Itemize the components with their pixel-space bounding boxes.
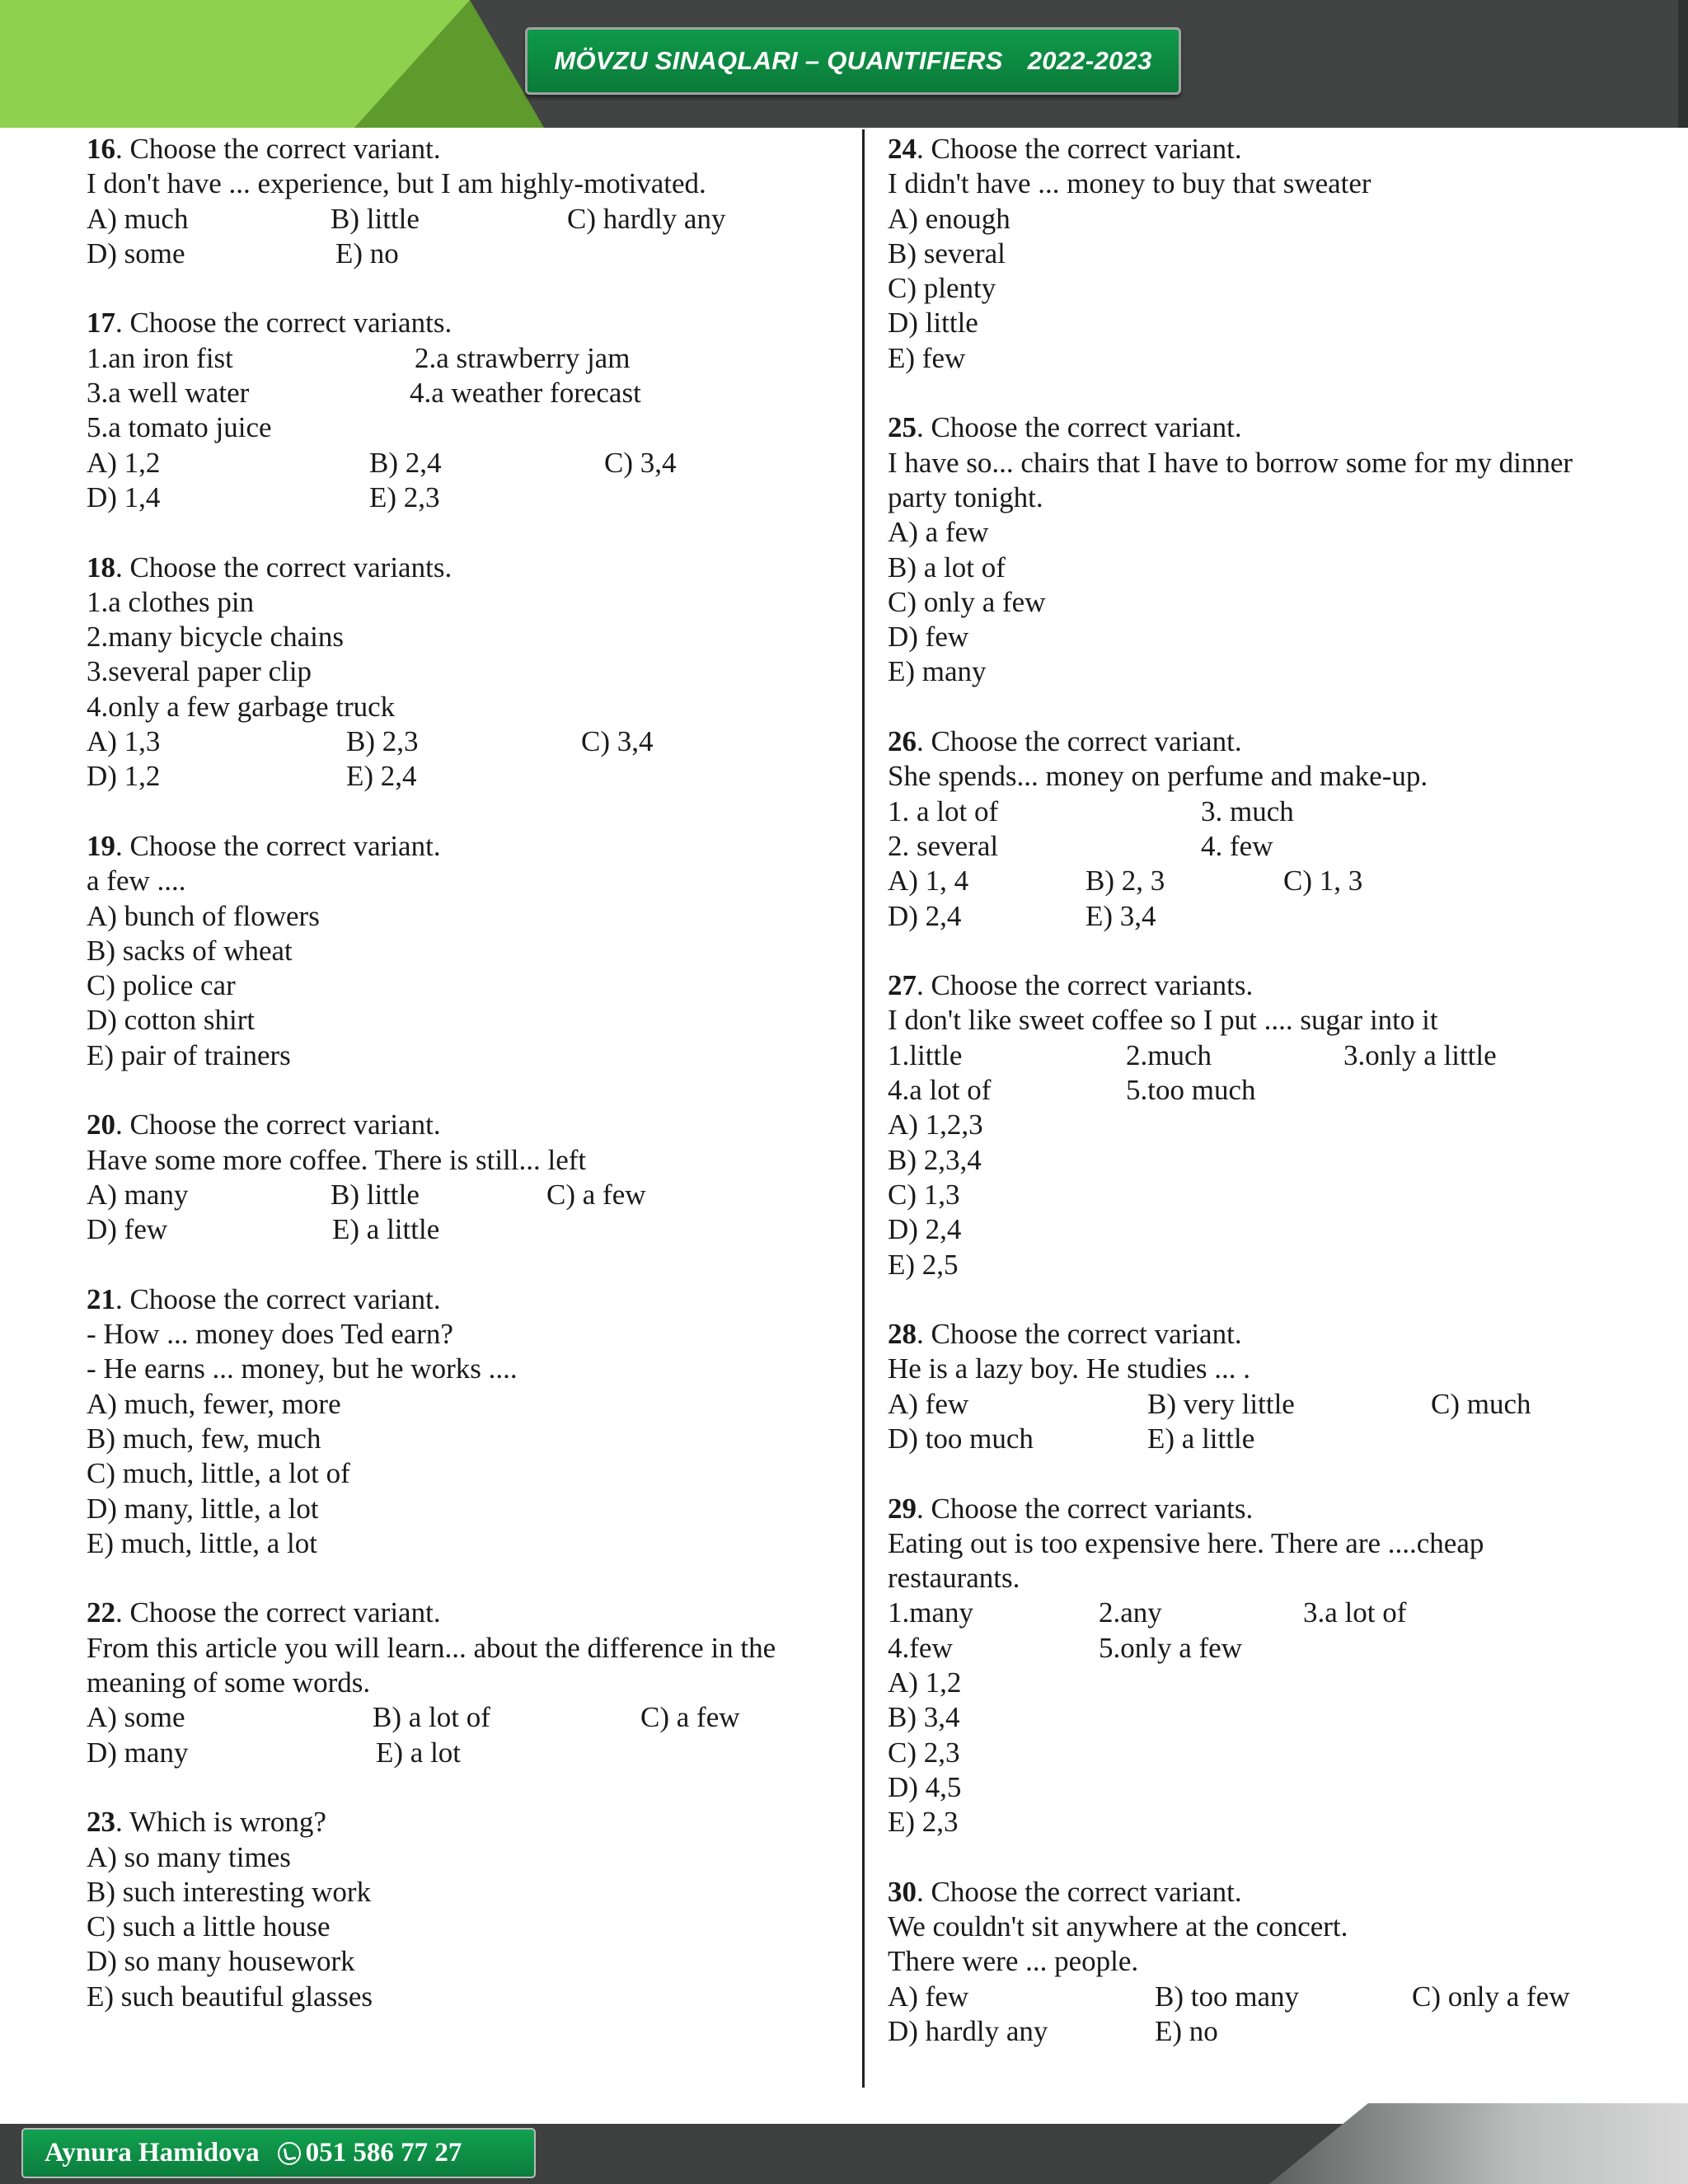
- question-24: [888, 132, 1642, 376]
- right-column: [888, 132, 1642, 2084]
- question-prompt: . Choose the correct variant.: [917, 1318, 1242, 1351]
- option-b: B) 2,4: [369, 446, 442, 479]
- question-number: 23: [87, 1806, 115, 1839]
- option-e: E) 3,4: [1085, 899, 1156, 932]
- item-5: 5.only a few: [1099, 1631, 1242, 1664]
- item-2: 2.much: [1126, 1038, 1212, 1071]
- question-20: [87, 1108, 845, 1247]
- option-d: D) some: [87, 237, 185, 269]
- question-prompt: . Choose the correct variant.: [917, 1875, 1242, 1908]
- author-badge: [21, 2128, 536, 2178]
- question-21: [87, 1282, 845, 1561]
- option-b: B) very little: [1147, 1387, 1295, 1420]
- question-text: He is a lazy boy. He studies ... .: [888, 1352, 1250, 1385]
- option-b: B) such interesting work: [87, 1875, 372, 1908]
- question-number: 20: [87, 1108, 115, 1141]
- question-prompt: . Choose the correct variant.: [115, 1282, 441, 1315]
- item-2: 2.any: [1099, 1596, 1162, 1629]
- question-number: 30: [888, 1875, 917, 1908]
- question-prompt: . Choose the correct variant.: [917, 411, 1242, 444]
- question-text: I didn't have ... money to buy that sweater: [888, 167, 1372, 200]
- option-b: B) little: [331, 1178, 420, 1211]
- question-prompt: . Choose the correct variants.: [917, 969, 1254, 1002]
- item-1: 1.an iron fist: [87, 341, 233, 374]
- question-23: [87, 1805, 845, 2014]
- option-d: D) few: [888, 621, 969, 654]
- option-a: A) 1,2: [87, 446, 161, 479]
- question-28: [888, 1317, 1642, 1456]
- option-b: B) a lot of: [373, 1701, 490, 1734]
- item-1: 1.many: [888, 1596, 974, 1629]
- option-a: A) few: [888, 1980, 969, 2013]
- item-2: 2.a strawberry jam: [415, 341, 631, 374]
- dialogue-line-1: - How ... money does Ted earn?: [87, 1318, 453, 1351]
- option-a: A) 1,3: [87, 725, 161, 758]
- option-e: E) 2,3: [369, 480, 440, 513]
- item-4: 4.only a few garbage truck: [87, 690, 396, 723]
- option-e: E) a lot: [376, 1736, 462, 1769]
- question-27: [888, 968, 1642, 1282]
- option-e: E) no: [1155, 2015, 1218, 2048]
- option-b: B) much, few, much: [87, 1422, 321, 1455]
- option-a: A) many: [87, 1178, 189, 1211]
- option-a: A) bunch of flowers: [87, 899, 320, 932]
- option-c: C) a few: [640, 1701, 740, 1734]
- option-c: C) police car: [87, 969, 236, 1002]
- option-e: E) a little: [1147, 1422, 1255, 1455]
- question-30: [888, 1875, 1642, 2049]
- question-prompt: . Choose the correct variant.: [115, 1596, 441, 1629]
- question-prompt: . Choose the correct variants.: [115, 551, 452, 583]
- question-25: [888, 410, 1642, 689]
- option-d: D) 2,4: [888, 899, 962, 932]
- item-5: 5.a tomato juice: [87, 411, 272, 444]
- item-1: 1. a lot of: [888, 794, 999, 827]
- option-e: E) many: [888, 655, 987, 688]
- option-c: C) only a few: [1412, 1980, 1570, 2013]
- page-year: 2022-2023: [1027, 46, 1152, 75]
- option-b: B) 3,4: [888, 1701, 960, 1734]
- item-4: 4.a weather forecast: [410, 377, 641, 410]
- footer-decoration: [1269, 2103, 1688, 2184]
- option-c: C) a few: [546, 1178, 646, 1211]
- question-prompt: . Choose the correct variant.: [115, 829, 441, 862]
- item-3: 3.a well water: [87, 377, 250, 410]
- option-b: B) 2,3,4: [888, 1143, 982, 1176]
- option-d: D) many, little, a lot: [87, 1492, 319, 1525]
- option-e: E) such beautiful glasses: [87, 1980, 373, 2013]
- question-prompt: . Choose the correct variant.: [917, 133, 1242, 165]
- question-18: [87, 551, 845, 794]
- option-d: D) many: [87, 1736, 189, 1769]
- option-d: D) 4,5: [888, 1770, 962, 1803]
- option-b: B) a lot of: [888, 551, 1006, 583]
- item-3: 3.several paper clip: [87, 655, 312, 688]
- option-e: E) 2,5: [888, 1248, 959, 1281]
- option-d: D) cotton shirt: [87, 1004, 256, 1037]
- question-text-line-1: We couldn't sit anywhere at the concert.: [888, 1910, 1348, 1943]
- question-text: Eating out is too expensive here. There are ....cheap restaurants.: [888, 1526, 1484, 1595]
- option-c: C) 2,3: [888, 1736, 960, 1769]
- option-e: E) 2,4: [346, 760, 417, 793]
- question-number: 27: [888, 969, 917, 1002]
- option-a: A) a few: [888, 516, 989, 549]
- question-text: I don't have ... experience, but I am highly-motivated.: [87, 167, 706, 200]
- item-1: 1.little: [888, 1038, 963, 1071]
- option-c: C) plenty: [888, 272, 996, 305]
- option-b: B) several: [888, 237, 1006, 269]
- page-title-badge: [525, 27, 1181, 95]
- dialogue-line-2: - He earns ... money, but he works ....: [87, 1352, 518, 1385]
- option-a: A) 1,2,3: [888, 1108, 983, 1141]
- question-prompt: . Which is wrong?: [115, 1806, 326, 1839]
- question-22: [87, 1596, 845, 1769]
- option-e: E) much, little, a lot: [87, 1526, 317, 1559]
- question-17: [87, 306, 845, 515]
- option-b: B) too many: [1155, 1980, 1299, 2013]
- item-3: 3.only a little: [1343, 1038, 1497, 1071]
- column-divider: [862, 129, 865, 2088]
- author-phone: 051 586 77 27: [305, 2138, 462, 2168]
- question-number: 22: [87, 1596, 115, 1629]
- question-16: [87, 132, 845, 271]
- question-number: 25: [888, 411, 917, 444]
- option-d: D) 1,4: [87, 480, 161, 513]
- page-title: MÖVZU SINAQLARI – QUANTIFIERS: [554, 46, 1003, 75]
- question-number: 29: [888, 1492, 917, 1525]
- option-c: C) 3,4: [581, 725, 654, 758]
- question-number: 21: [87, 1282, 115, 1315]
- option-e: E) pair of trainers: [87, 1038, 291, 1071]
- question-prompt: . Choose the correct variant.: [115, 133, 441, 165]
- option-e: E) few: [888, 341, 966, 374]
- option-d: D) little: [888, 307, 978, 340]
- question-26: [888, 724, 1642, 934]
- option-d: D) 2,4: [888, 1213, 962, 1246]
- option-b: B) sacks of wheat: [87, 934, 293, 967]
- option-d: D) hardly any: [888, 2015, 1048, 2048]
- option-d: D) too much: [888, 1422, 1034, 1455]
- option-c: C) only a few: [888, 585, 1046, 618]
- question-number: 24: [888, 133, 917, 165]
- header-edge-strip: [1678, 0, 1688, 128]
- item-4: 4.a lot of: [888, 1074, 992, 1107]
- option-c: C) hardly any: [567, 202, 726, 235]
- option-d: D) 1,2: [87, 760, 161, 793]
- question-text: I have so... chairs that I have to borrow some for my dinner party tonight.: [888, 446, 1573, 513]
- option-c: C) much: [1431, 1387, 1531, 1420]
- question-number: 19: [87, 829, 115, 862]
- question-text-line-2: There were ... people.: [888, 1945, 1139, 1978]
- question-text: I don't like sweet coffee so I put .... sugar into it: [888, 1004, 1438, 1037]
- option-a: A) some: [87, 1701, 185, 1734]
- question-prompt: . Choose the correct variants.: [917, 1492, 1254, 1525]
- left-column: [87, 132, 845, 2049]
- question-number: 26: [888, 725, 917, 758]
- item-3: 3. much: [1201, 794, 1294, 827]
- question-29: [888, 1492, 1642, 1840]
- option-c: C) 1, 3: [1283, 865, 1363, 898]
- option-b: B) 2,3: [346, 725, 419, 758]
- option-c: C) much, little, a lot of: [87, 1457, 350, 1490]
- option-a: A) few: [888, 1387, 969, 1420]
- item-4: 4.few: [888, 1631, 953, 1664]
- item-5: 5.too much: [1126, 1074, 1256, 1107]
- option-a: A) enough: [888, 202, 1010, 235]
- option-b: B) little: [331, 202, 420, 235]
- whatsapp-phone-icon: [278, 2142, 301, 2165]
- option-c: C) such a little house: [87, 1910, 331, 1943]
- question-19: [87, 829, 845, 1073]
- question-prompt: . Choose the correct variants.: [115, 307, 452, 340]
- question-number: 17: [87, 307, 115, 340]
- question-number: 18: [87, 551, 115, 583]
- option-a: A) much, fewer, more: [87, 1387, 341, 1420]
- option-d: D) few: [87, 1213, 168, 1246]
- option-e: E) a little: [332, 1213, 440, 1246]
- author-name: Aynura Hamidova: [45, 2138, 260, 2168]
- option-a: A) much: [87, 202, 189, 235]
- question-text: Have some more coffee. There is still... left: [87, 1143, 587, 1176]
- item-1: 1.a clothes pin: [87, 585, 255, 618]
- option-e: E) no: [335, 237, 399, 269]
- option-a: A) 1,2: [888, 1666, 962, 1699]
- option-e: E) 2,3: [888, 1806, 959, 1839]
- option-c: C) 1,3: [888, 1178, 960, 1211]
- item-2: 2.many bicycle chains: [87, 621, 344, 654]
- item-4: 4. few: [1201, 829, 1273, 862]
- option-a: A) 1, 4: [888, 865, 969, 898]
- question-number: 16: [87, 133, 115, 165]
- question-prompt: . Choose the correct variant.: [115, 1108, 441, 1141]
- item-3: 3.a lot of: [1303, 1596, 1407, 1629]
- option-b: B) 2, 3: [1085, 865, 1165, 898]
- item-2: 2. several: [888, 829, 999, 862]
- option-d: D) so many housework: [87, 1945, 355, 1978]
- option-a: A) so many times: [87, 1840, 291, 1873]
- question-prompt: . Choose the correct variant.: [917, 725, 1242, 758]
- question-text: She spends... money on perfume and make-up.: [888, 760, 1428, 793]
- question-text: From this article you will learn... about the difference in the meaning of some words.: [87, 1631, 776, 1699]
- question-text: a few ....: [87, 865, 186, 898]
- question-number: 28: [888, 1318, 917, 1351]
- option-c: C) 3,4: [604, 446, 677, 479]
